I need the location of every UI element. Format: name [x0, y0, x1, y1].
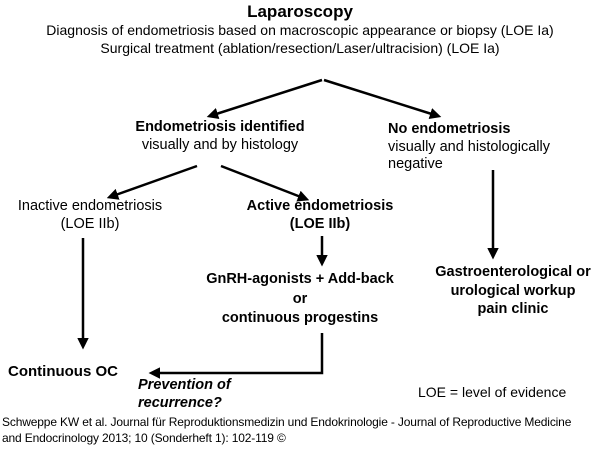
legend-loe: LOE = level of evidence: [418, 384, 567, 400]
node-gnrh-agonists: [195, 270, 405, 329]
node-workup-line1: Gastroenterological or: [435, 264, 591, 280]
node-workup-line2: urological workup: [450, 282, 576, 299]
node-gnrh-line3: continuous progestins: [221, 310, 379, 326]
arrow-laparoscopy-to-identified: [210, 80, 322, 116]
citation-line2: and Endocrinology 2013; 10 (Sonderheft 1): 102-119 ©: [2, 431, 286, 445]
label-prevention-line2: recurrence?: [138, 395, 222, 411]
header-line-treatment: Surgical treatment (ablation/resection/Laser/ultracision) (LOE Ia): [100, 40, 500, 56]
node-endometriosis-identified-title: Endometriosis identified: [135, 119, 305, 135]
arrow-laparoscopy-to-no-endometriosis: [324, 80, 438, 116]
header: [0, 2, 600, 57]
node-active-endometriosis-loe: (LOE IIb): [289, 215, 351, 232]
node-gnrh-line2: or: [292, 290, 308, 307]
node-gastro-urological-workup: [423, 263, 600, 319]
arrow-gnrh-to-continuous-oc: [152, 333, 322, 373]
node-endometriosis-identified: [118, 119, 322, 154]
node-active-endometriosis-title: Active endometriosis: [246, 198, 394, 214]
node-no-endometriosis: [388, 121, 568, 174]
label-prevention-of-recurrence: [138, 376, 231, 412]
citation-line1: Schweppe KW et al. Journal für Reproduktionsmedizin und Endokrinologie - Journal of Reproductive Medicine: [2, 415, 572, 429]
node-endometriosis-identified-subtitle: visually and by histology: [141, 136, 299, 153]
arrow-identified-to-inactive: [110, 166, 197, 197]
arrow-identified-to-active: [221, 166, 306, 199]
node-active-endometriosis: [230, 198, 410, 233]
header-line-diagnosis: Diagnosis of endometriosis based on macroscopic appearance or biopsy (LOE Ia): [46, 22, 554, 38]
node-continuous-oc: Continuous OC: [8, 363, 118, 380]
node-inactive-endometriosis-title: Inactive endometriosis: [17, 198, 163, 214]
node-no-endometriosis-title: No endometriosis: [388, 121, 511, 137]
label-prevention-line1: Prevention of: [138, 377, 231, 393]
node-inactive-endometriosis-loe: (LOE IIb): [60, 215, 120, 232]
citation: [2, 414, 600, 446]
node-inactive-endometriosis: [5, 198, 175, 233]
node-gnrh-line1: GnRH-agonists + Add-back: [206, 271, 394, 287]
node-no-endometriosis-line3: negative: [388, 156, 443, 172]
node-workup-line3: pain clinic: [477, 301, 549, 317]
node-no-endometriosis-line2: visually and histologically: [388, 138, 550, 155]
page-title: Laparoscopy: [247, 2, 353, 21]
